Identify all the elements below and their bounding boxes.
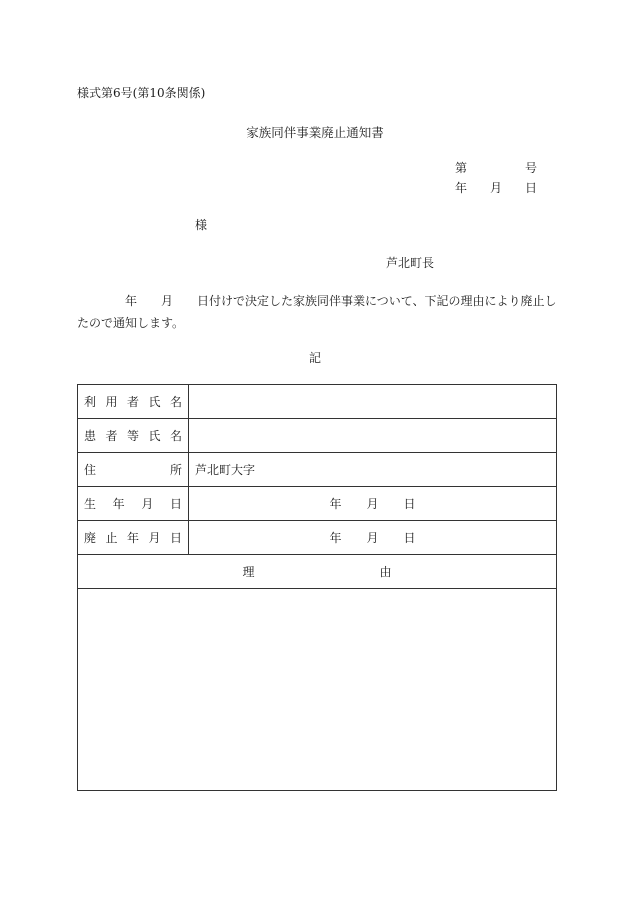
- label-char: 日: [169, 497, 182, 511]
- label-char: 年: [112, 497, 125, 511]
- reason-header-char: 理: [242, 565, 255, 579]
- issue-date-year: 年: [455, 181, 468, 195]
- document-number: [455, 159, 537, 176]
- table-row: [78, 521, 557, 555]
- value-patient-name[interactable]: [189, 419, 557, 453]
- table-row: [78, 385, 557, 419]
- label-abolition-date: [78, 521, 189, 555]
- date-year: 年: [329, 497, 342, 511]
- table-row: [78, 453, 557, 487]
- label-char: 名: [169, 429, 182, 443]
- label-char: 患: [84, 429, 97, 443]
- date-year: 年: [329, 531, 342, 545]
- issue-date-month: 月: [489, 181, 502, 195]
- date-month: 月: [366, 531, 379, 545]
- form-number: 様式第6号(第10条関係): [77, 86, 206, 100]
- sender: 芦北町長: [386, 256, 435, 270]
- docno-gou: 号: [524, 161, 537, 175]
- reason-body-row: [78, 589, 557, 791]
- reason-header-row: [78, 555, 557, 589]
- date-day: 日: [403, 497, 416, 511]
- label-char: 日: [169, 531, 182, 545]
- body-year: 年: [125, 294, 138, 308]
- label-char: 等: [126, 429, 139, 443]
- label-char: 廃: [84, 531, 97, 545]
- date-day: 日: [403, 531, 416, 545]
- label-char: 者: [105, 429, 118, 443]
- label-birth-date: [78, 487, 189, 521]
- date-month: 月: [366, 497, 379, 511]
- label-char: 止: [105, 531, 118, 545]
- table-row: [78, 487, 557, 521]
- value-birth-date[interactable]: [189, 487, 557, 521]
- label-char: 年: [126, 531, 139, 545]
- label-char: 名: [169, 395, 182, 409]
- label-char: 月: [148, 531, 161, 545]
- document-title: 家族同伴事業廃止通知書: [246, 125, 384, 140]
- docno-dai: 第: [455, 161, 468, 175]
- record-table: [77, 384, 557, 791]
- label-user-name: [78, 385, 189, 419]
- label-patient-name: [78, 419, 189, 453]
- label-char: 所: [169, 463, 182, 477]
- label-char: 者: [126, 395, 139, 409]
- table-row: [78, 419, 557, 453]
- reason-header: [78, 555, 557, 589]
- label-char: 用: [105, 395, 118, 409]
- issue-date-day: 日: [524, 181, 537, 195]
- label-char: 利: [84, 395, 97, 409]
- issue-date: [455, 179, 537, 196]
- value-address[interactable]: 芦北町大字: [189, 453, 557, 487]
- label-char: 氏: [148, 429, 161, 443]
- label-char: 氏: [148, 395, 161, 409]
- body-text: [77, 290, 557, 334]
- label-char: 生: [84, 497, 97, 511]
- value-user-name[interactable]: [189, 385, 557, 419]
- ki-heading: 記: [308, 351, 321, 365]
- reason-header-char: 由: [379, 565, 392, 579]
- value-abolition-date[interactable]: [189, 521, 557, 555]
- body-month: 月: [161, 294, 174, 308]
- label-char: 月: [141, 497, 154, 511]
- reason-value[interactable]: [78, 589, 557, 791]
- body-sentence: 日付けで決定した家族同伴事業について、下記の理由により廃止したので通知します。: [77, 294, 557, 330]
- addressee-suffix: 様: [195, 218, 208, 232]
- label-address: [78, 453, 189, 487]
- label-char: 住: [84, 463, 97, 477]
